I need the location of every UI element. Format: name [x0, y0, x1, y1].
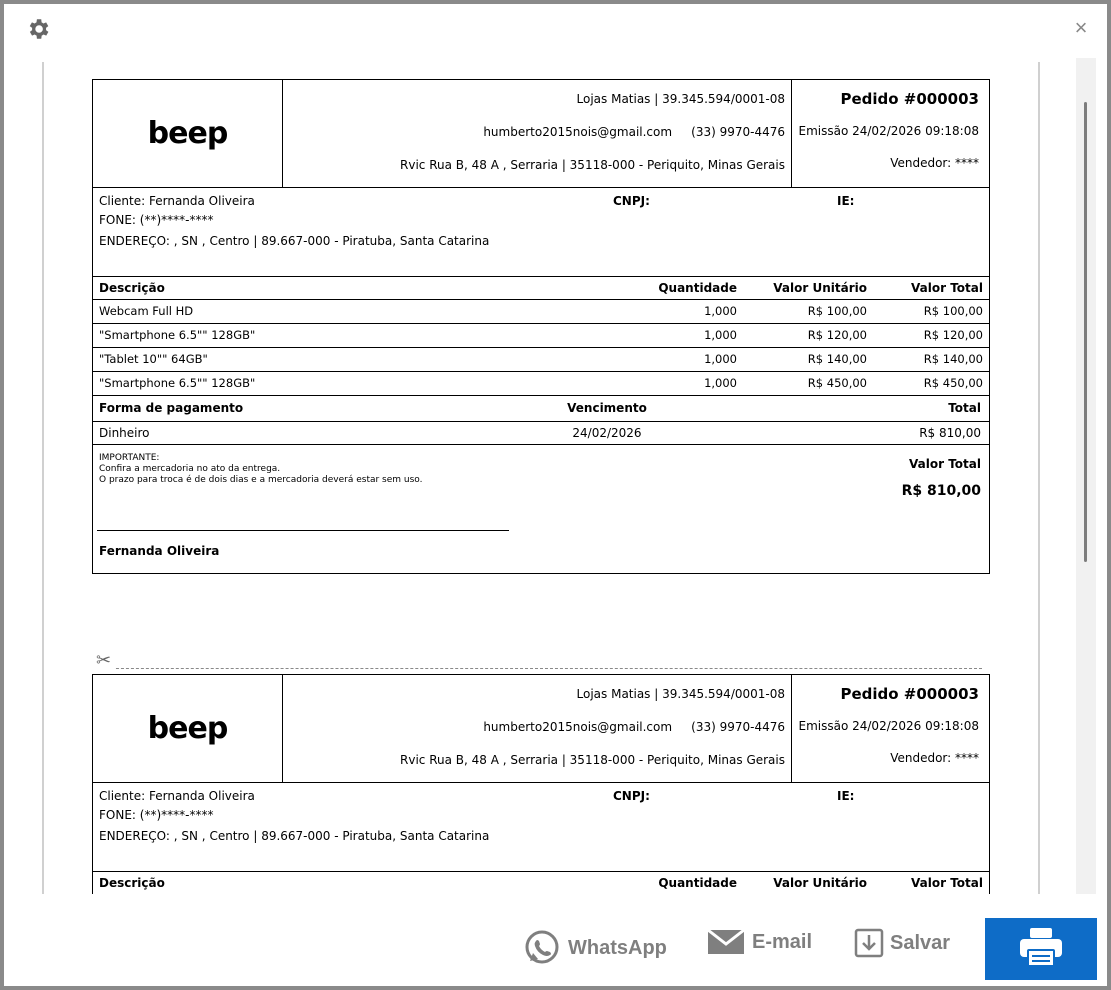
- grand-total-value: R$ 810,00: [901, 483, 981, 499]
- receipt-header: [93, 80, 989, 188]
- order-seller: Vendedor: ****: [890, 751, 979, 765]
- col-description: Descrição: [99, 281, 165, 295]
- col-unit-value: Valor Unitário: [773, 876, 867, 890]
- client-address: ENDEREÇO: , SN , Centro | 89.667-000 - Piratuba, Santa Catarina: [99, 829, 490, 843]
- payment-due: 24/02/2026: [572, 426, 642, 440]
- items-header: [93, 277, 989, 300]
- gear-icon[interactable]: [24, 16, 52, 44]
- ie-label: IE:: [837, 194, 855, 208]
- store-contact: [283, 119, 785, 146]
- col-quantity: Quantidade: [658, 876, 737, 890]
- item-description: Webcam Full HD: [99, 304, 194, 318]
- receipt-modal: [4, 4, 1107, 986]
- action-bar: [4, 894, 1107, 986]
- col-total-value: Valor Total: [911, 281, 983, 295]
- col-quantity: Quantidade: [658, 281, 737, 295]
- store-address: Rvic Rua B, 48 A , Serraria | 35118-000 - Periquito, Minas Gerais: [400, 753, 785, 767]
- item-total: R$ 100,00: [923, 304, 983, 318]
- client-address: ENDEREÇO: , SN , Centro | 89.667-000 - Piratuba, Santa Catarina: [99, 234, 490, 248]
- order-number: Pedido #000003: [840, 685, 979, 703]
- printer-icon: [1018, 926, 1064, 973]
- item-description: "Tablet 10"" 64GB": [99, 352, 208, 366]
- store-address: Rvic Rua B, 48 A , Serraria | 35118-000 - Periquito, Minas Gerais: [400, 158, 785, 172]
- order-emission: Emissão 24/02/2026 09:18:08: [798, 719, 979, 733]
- order-seller: Vendedor: ****: [890, 156, 979, 170]
- grand-total-label: Valor Total: [909, 457, 981, 471]
- left-divider: [42, 62, 44, 894]
- order-info: [792, 675, 989, 782]
- save-button[interactable]: [854, 928, 950, 958]
- store-phone: (33) 9970-4476: [691, 125, 785, 139]
- receipt-preview[interactable]: [48, 62, 1038, 894]
- receipt-header: [93, 675, 989, 783]
- email-button[interactable]: [706, 928, 812, 956]
- table-row: [93, 324, 989, 348]
- important-notes: [99, 453, 423, 486]
- store-info: [283, 675, 792, 782]
- cnpj-label: CNPJ:: [613, 789, 650, 803]
- item-unit: R$ 100,00: [807, 304, 867, 318]
- whatsapp-icon: [522, 928, 562, 968]
- client-name: Cliente: Fernanda Oliveira: [99, 194, 255, 208]
- store-name: Lojas Matias | 39.345.594/0001-08: [576, 92, 785, 106]
- table-row: [93, 372, 989, 396]
- col-description: Descrição: [99, 876, 165, 890]
- whatsapp-label: WhatsApp: [568, 936, 667, 959]
- payment-due-label: Vencimento: [567, 401, 647, 415]
- store-name: Lojas Matias | 39.345.594/0001-08: [576, 687, 785, 701]
- logo: beep: [93, 80, 283, 187]
- item-description: "Smartphone 6.5"" 128GB": [99, 328, 256, 342]
- client-info: [93, 783, 989, 872]
- payment-total-label: Total: [948, 401, 981, 415]
- store-contact: [283, 714, 785, 741]
- logo: beep: [93, 675, 283, 782]
- receipt-copy: [92, 79, 990, 574]
- store-email: humberto2015nois@gmail.com: [483, 720, 673, 734]
- items-header: [93, 872, 989, 894]
- order-info: [792, 80, 989, 187]
- item-description: "Smartphone 6.5"" 128GB": [99, 376, 256, 390]
- receipt-copy: [92, 674, 990, 894]
- payment-header: [93, 396, 989, 422]
- table-row: [93, 300, 989, 324]
- cnpj-label: CNPJ:: [613, 194, 650, 208]
- item-quantity: 1,000: [704, 304, 737, 318]
- item-quantity: 1,000: [704, 352, 737, 366]
- print-button[interactable]: [985, 918, 1097, 980]
- client-phone: FONE: (**)****-****: [99, 213, 214, 227]
- item-unit: R$ 140,00: [807, 352, 867, 366]
- item-quantity: 1,000: [704, 376, 737, 390]
- store-email: humberto2015nois@gmail.com: [483, 125, 673, 139]
- signature-line: [97, 530, 509, 531]
- email-label: E-mail: [752, 930, 813, 953]
- col-unit-value: Valor Unitário: [773, 281, 867, 295]
- notes-section: [93, 445, 989, 573]
- email-icon: [706, 928, 746, 956]
- store-phone: (33) 9970-4476: [691, 720, 785, 734]
- important-title: IMPORTANTE:: [99, 453, 160, 463]
- signature-name: Fernanda Oliveira: [99, 544, 220, 558]
- important-line-1: Confira a mercadoria no ato da entrega.: [99, 464, 281, 474]
- whatsapp-button[interactable]: [522, 928, 667, 968]
- table-row: [93, 348, 989, 372]
- item-total: R$ 140,00: [923, 352, 983, 366]
- ie-label: IE:: [837, 789, 855, 803]
- right-divider: [1038, 62, 1040, 894]
- item-unit: R$ 120,00: [807, 328, 867, 342]
- order-number: Pedido #000003: [840, 90, 979, 108]
- item-quantity: 1,000: [704, 328, 737, 342]
- scissors-icon: ✂: [96, 650, 115, 671]
- important-line-2: O prazo para troca é de dois dias e a mercadoria deverá estar sem uso.: [99, 475, 423, 485]
- scrollbar[interactable]: [1076, 58, 1096, 894]
- col-total-value: Valor Total: [911, 876, 983, 890]
- close-icon[interactable]: ×: [1074, 15, 1088, 40]
- scrollbar-thumb[interactable]: [1084, 102, 1087, 562]
- payment-row: [93, 422, 989, 445]
- order-emission: Emissão 24/02/2026 09:18:08: [798, 124, 979, 138]
- item-total: R$ 450,00: [923, 376, 983, 390]
- store-info: [283, 80, 792, 187]
- item-unit: R$ 450,00: [807, 376, 867, 390]
- client-phone: FONE: (**)****-****: [99, 808, 214, 822]
- client-name: Cliente: Fernanda Oliveira: [99, 789, 255, 803]
- cut-line: [96, 660, 982, 669]
- payment-form-label: Forma de pagamento: [99, 401, 244, 415]
- save-label: Salvar: [890, 931, 951, 954]
- download-icon: [854, 928, 884, 958]
- payment-form: Dinheiro: [99, 426, 150, 440]
- payment-total: R$ 810,00: [919, 426, 981, 440]
- item-total: R$ 120,00: [923, 328, 983, 342]
- client-info: [93, 188, 989, 277]
